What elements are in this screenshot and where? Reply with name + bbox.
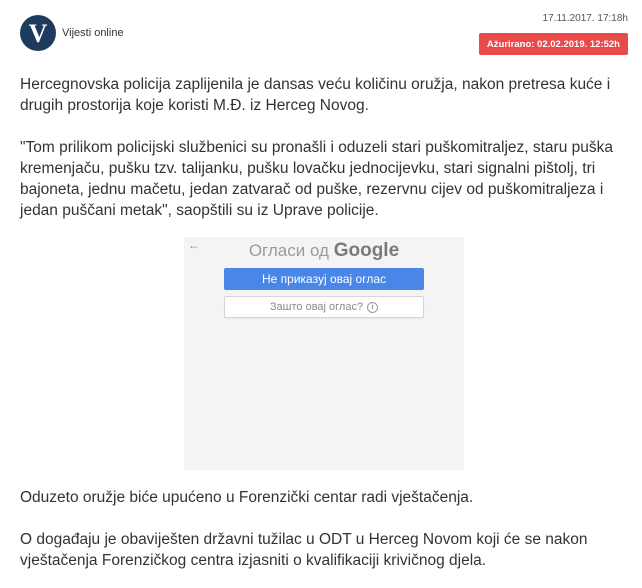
- logo-letter: V: [28, 19, 48, 48]
- updated-badge: Ažurirano: 02.02.2019. 12:52h: [479, 33, 628, 55]
- article-paragraph: O događaju je obaviješten državni tužilac u ODT u Herceg Novom koji će se nakon vještačenja Forenzičkog centra izjasniti o kvalifikaciji krivičnog djela.: [20, 531, 588, 569]
- ad-title-prefix: Огласи од: [248, 241, 334, 260]
- why-this-ad-button[interactable]: [224, 296, 424, 318]
- publish-date: 17.11.2017. 17:18h: [542, 13, 628, 24]
- back-arrow-icon[interactable]: ←: [188, 238, 200, 252]
- google-logo: Google: [333, 240, 400, 261]
- ad-title: [184, 240, 464, 262]
- vijesti-logo[interactable]: [20, 15, 56, 51]
- why-this-ad-label: Зашто овај оглас?: [269, 301, 364, 313]
- hide-ad-label: Не приказуј овај оглас: [261, 272, 387, 286]
- info-icon: i: [367, 302, 378, 313]
- article-paragraph: Hercegnovska policija zaplijenila je dansas veću količinu oružja, nakon pretresa kuće i drugih prostorija koje koristi M.Đ. iz Herceg Novog.: [20, 76, 611, 114]
- source-name[interactable]: Vijesti online: [62, 27, 124, 39]
- article-header: [0, 0, 642, 70]
- ad-container: [184, 237, 464, 470]
- article-paragraph: Oduzeto oružje biće upućeno u Forenzički centar radi vještačenja.: [20, 489, 474, 506]
- article-paragraph: "Tom prilikom policijski službenici su pronašli i oduzeli stari puškomitraljez, staru puška kremenjaču, pušku tzv. talijanku, pušku lovačku jednocijevku, stari signalni pištolj, tri bajoneta, jednu mačetu, jedan zatvarač od puške, rezervnu cijev od puškomitraljeza i jedan puščani metak", saopštili su iz Uprave policije.: [20, 139, 614, 219]
- hide-ad-button[interactable]: [224, 268, 424, 290]
